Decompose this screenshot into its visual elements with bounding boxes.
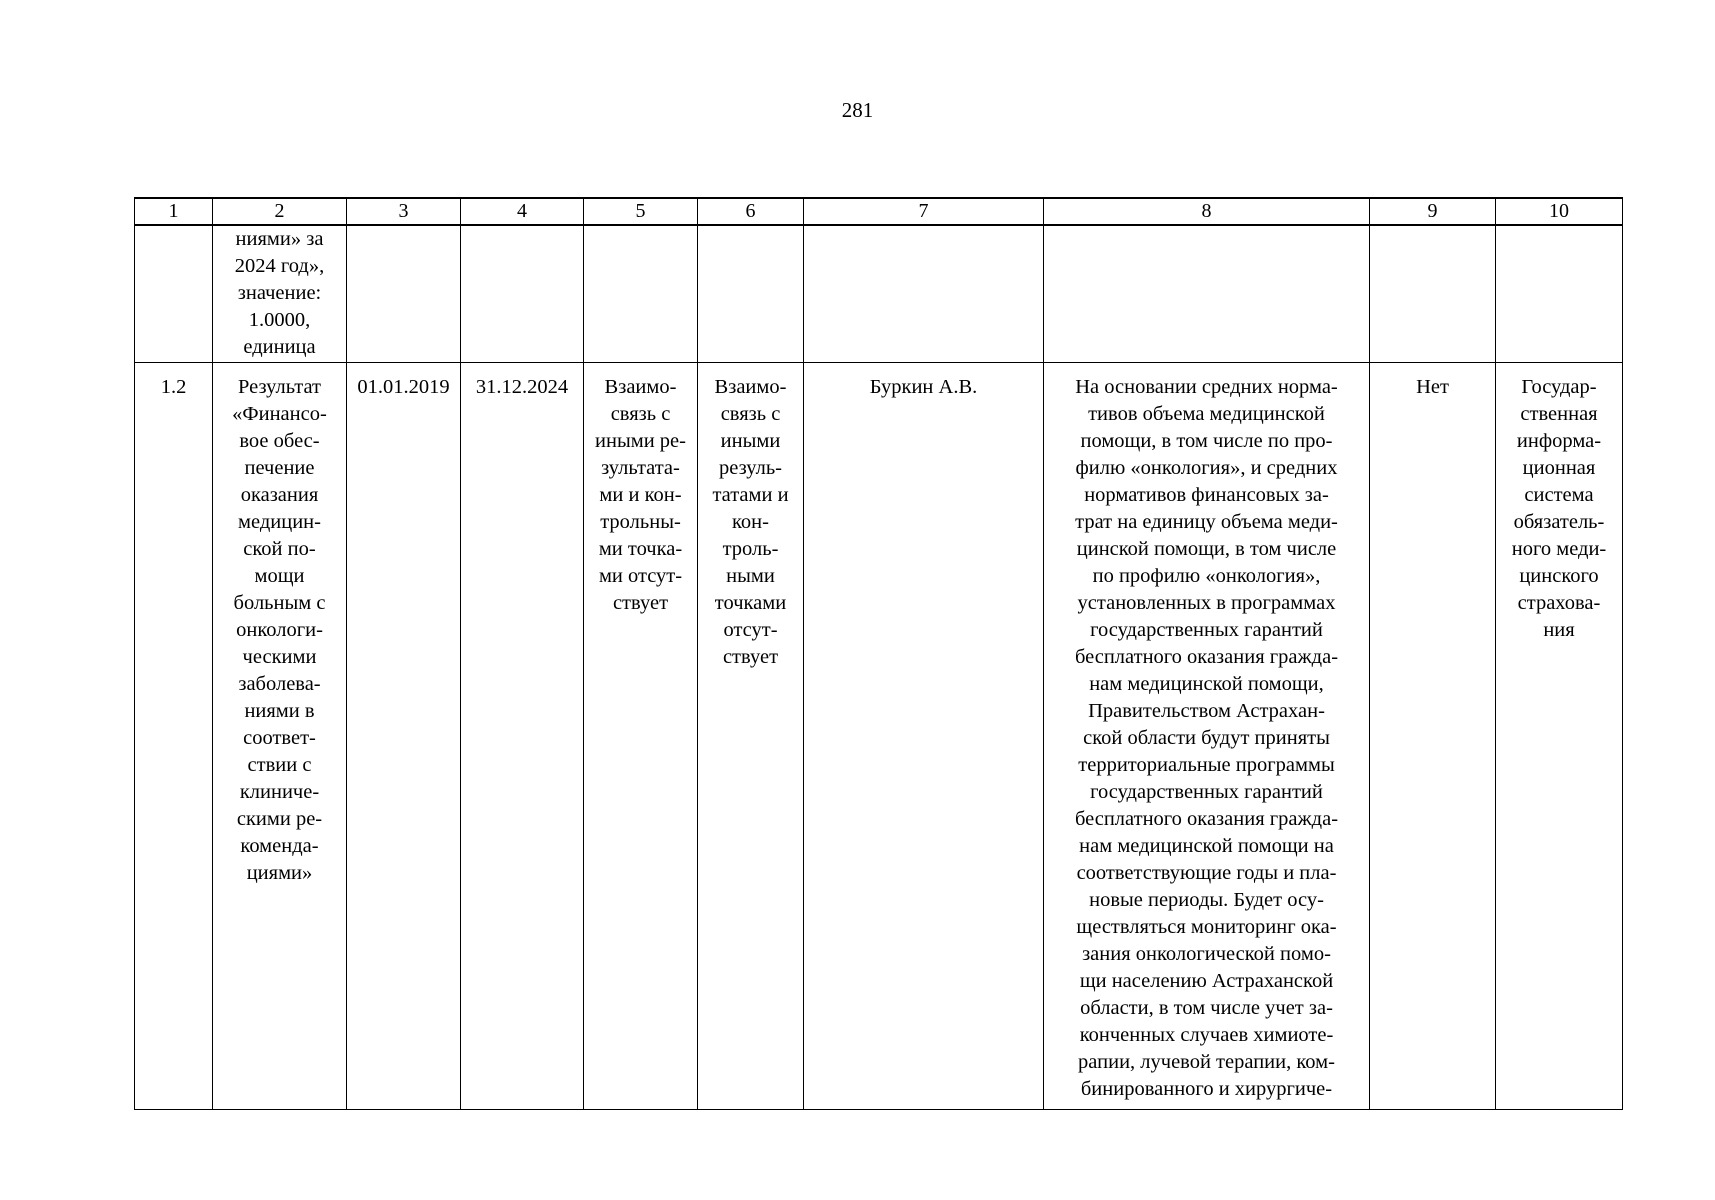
text-line: 1.0000,	[248, 309, 311, 331]
information-system-cell	[1496, 363, 1623, 1110]
column-number: 4	[461, 198, 584, 225]
text-line: связь с	[720, 403, 781, 425]
text-line: ниями в	[244, 700, 315, 722]
table-cell	[347, 225, 461, 363]
responsible-person: Буркин А.В.	[804, 363, 1044, 1110]
text-line: Взаимо-	[604, 376, 677, 398]
text-line: кон-	[732, 511, 769, 533]
text-line: конченных случаев химиоте-	[1079, 1024, 1334, 1046]
text-line: печение	[244, 457, 315, 479]
table-cell	[135, 225, 213, 363]
text-line: циями»	[246, 862, 313, 884]
text-line: Государ-	[1521, 376, 1597, 398]
description-cell	[1044, 363, 1370, 1110]
page-number: 281	[841, 98, 874, 122]
text-line: тивов объема медицинской	[1088, 403, 1325, 425]
text-line: ществляться мониторинг ока-	[1076, 916, 1337, 938]
relation-cell	[584, 363, 698, 1110]
text-line: трольны-	[600, 511, 681, 533]
flag-cell: Нет	[1370, 363, 1496, 1110]
text-line: онкологи-	[236, 619, 323, 641]
text-line: точками	[714, 592, 787, 614]
text-line: нам медицинской помощи на	[1079, 835, 1334, 857]
text-line: щи населению Астраханской	[1079, 970, 1334, 992]
column-number: 8	[1044, 198, 1370, 225]
text-line: оказания	[240, 484, 319, 506]
text-line: ствует	[612, 592, 669, 614]
text-line: бесплатного оказания гражда-	[1074, 646, 1339, 668]
text-line: ствии с	[247, 754, 312, 776]
text-line: ской области будут приняты	[1083, 727, 1330, 749]
table-cell	[1496, 225, 1623, 363]
text-line: ния	[1543, 619, 1575, 641]
text-line: скими ре-	[236, 808, 323, 830]
text-line: ми точка-	[598, 538, 683, 560]
continuation-row	[135, 225, 1623, 363]
text-line: государственных гарантий	[1090, 619, 1323, 641]
text-line: ми отсут-	[598, 565, 683, 587]
text-line: бесплатного оказания гражда-	[1074, 808, 1339, 830]
text-line: бинированного и хирургиче-	[1080, 1078, 1333, 1100]
text-line: области, в том числе учет за-	[1080, 997, 1333, 1019]
text-line: территориальные программы	[1078, 754, 1335, 776]
text-line: ствует	[722, 646, 779, 668]
text-line: зания онкологической помо-	[1082, 943, 1331, 965]
text-line: соответствующие годы и пла-	[1076, 862, 1337, 884]
text-line: страхова-	[1517, 592, 1601, 614]
text-line: нормативов финансовых за-	[1084, 484, 1329, 506]
text-line: ниями» за	[235, 228, 324, 250]
text-line: рапии, лучевой терапии, ком-	[1078, 1051, 1335, 1073]
text-line: вое обес-	[239, 430, 320, 452]
text-line: Правительством Астрахан-	[1088, 700, 1325, 722]
text-line: цинского	[1519, 565, 1599, 587]
table-cell	[461, 225, 584, 363]
text-line: информа-	[1516, 430, 1602, 452]
text-line: заболева-	[238, 673, 321, 695]
text-line: новые периоды. Будет осу-	[1089, 889, 1324, 911]
text-line: ческими	[242, 646, 317, 668]
text-line: резуль-	[718, 457, 783, 479]
column-number: 3	[347, 198, 461, 225]
start-date: 01.01.2019	[347, 363, 461, 1110]
column-number-row	[135, 198, 1623, 225]
text-line: система	[1524, 484, 1594, 506]
text-line: больным с	[233, 592, 326, 614]
text-line: обязатель-	[1513, 511, 1605, 533]
text-line: филю «онкология», и средних	[1075, 457, 1338, 479]
table-cell	[698, 225, 804, 363]
text-line: значение:	[237, 282, 322, 304]
text-line: «Финансо-	[232, 403, 327, 425]
text-line: 2024 год»,	[234, 255, 325, 277]
column-number: 6	[698, 198, 804, 225]
text-line: ми и кон-	[599, 484, 682, 506]
text-line: ционная	[1522, 457, 1596, 479]
text-line: соответ-	[243, 727, 316, 749]
text-line: единица	[243, 336, 316, 358]
text-line: ными	[726, 565, 775, 587]
end-date: 31.12.2024	[461, 363, 584, 1110]
text-line: отсут-	[723, 619, 778, 641]
text-line: иными	[720, 430, 781, 452]
text-line: трат на единицу объема меди-	[1075, 511, 1338, 533]
result-name	[213, 363, 347, 1110]
relation-cell	[698, 363, 804, 1110]
text-line: государственных гарантий	[1090, 781, 1323, 803]
text-line: клиниче-	[239, 781, 320, 803]
text-line: татами и	[712, 484, 789, 506]
text-line: зультата-	[601, 457, 680, 479]
text-line: ской по-	[243, 538, 316, 560]
column-number: 1	[135, 198, 213, 225]
text-line: по профилю «онкология»,	[1092, 565, 1321, 587]
column-number: 7	[804, 198, 1044, 225]
column-number: 9	[1370, 198, 1496, 225]
table-cell	[584, 225, 698, 363]
column-number: 2	[213, 198, 347, 225]
text-line: мощи	[254, 565, 305, 587]
text-line: связь с	[610, 403, 671, 425]
column-number: 5	[584, 198, 698, 225]
text-line: помощи, в том числе по про-	[1080, 430, 1333, 452]
text-line: На основании средних норма-	[1075, 376, 1338, 398]
text-line: цинской помощи, в том числе	[1076, 538, 1337, 560]
table-cell	[1044, 225, 1370, 363]
result-name-continuation	[213, 225, 347, 363]
text-line: Взаимо-	[714, 376, 787, 398]
text-line: троль-	[722, 538, 779, 560]
text-line: установленных в программах	[1077, 592, 1336, 614]
text-line: ственная	[1520, 403, 1598, 425]
text-line: медицин-	[238, 511, 321, 533]
column-number: 10	[1496, 198, 1623, 225]
text-line: ного меди-	[1511, 538, 1607, 560]
document-table	[134, 197, 1623, 1110]
row-number: 1.2	[135, 363, 213, 1110]
text-line: иными ре-	[595, 430, 686, 452]
text-line: Результат	[237, 376, 322, 398]
table-row	[135, 363, 1623, 1110]
text-line: коменда-	[240, 835, 319, 857]
table-cell	[1370, 225, 1496, 363]
table-cell	[804, 225, 1044, 363]
text-line: нам медицинской помощи,	[1089, 673, 1324, 695]
